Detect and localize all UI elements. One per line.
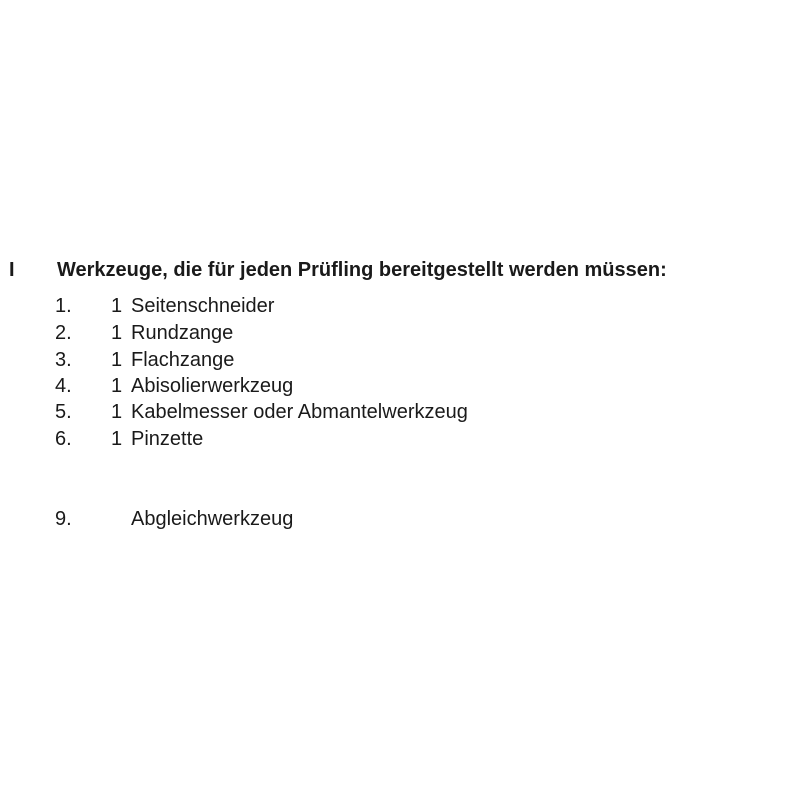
section-marker: I xyxy=(9,259,15,281)
item-number: 4. xyxy=(55,375,72,397)
item-name: Flachzange xyxy=(131,349,235,371)
item-number: 6. xyxy=(55,428,72,450)
item-name: Seitenschneider xyxy=(131,295,275,317)
item-number: 2. xyxy=(55,322,72,344)
item-quantity: 1 xyxy=(111,401,123,423)
item-quantity: 1 xyxy=(111,428,123,450)
item-name: Rundzange xyxy=(131,322,234,344)
item-quantity: 1 xyxy=(111,295,123,317)
item-number: 5. xyxy=(55,401,72,423)
item-name: Abgleichwerkzeug xyxy=(131,508,294,530)
item-name: Abisolierwerkzeug xyxy=(131,375,294,397)
item-number: 9. xyxy=(55,508,72,530)
item-name: Kabelmesser oder Abmantelwerkzeug xyxy=(131,401,468,423)
item-quantity: 1 xyxy=(111,349,123,371)
item-quantity: 1 xyxy=(111,375,123,397)
item-quantity: 1 xyxy=(111,322,123,344)
item-number: 3. xyxy=(55,349,72,371)
item-number: 1. xyxy=(55,295,72,317)
item-name: Pinzette xyxy=(131,428,204,450)
section-heading: Werkzeuge, die für jeden Prüfling bereitgestellt werden müssen: xyxy=(57,259,667,281)
